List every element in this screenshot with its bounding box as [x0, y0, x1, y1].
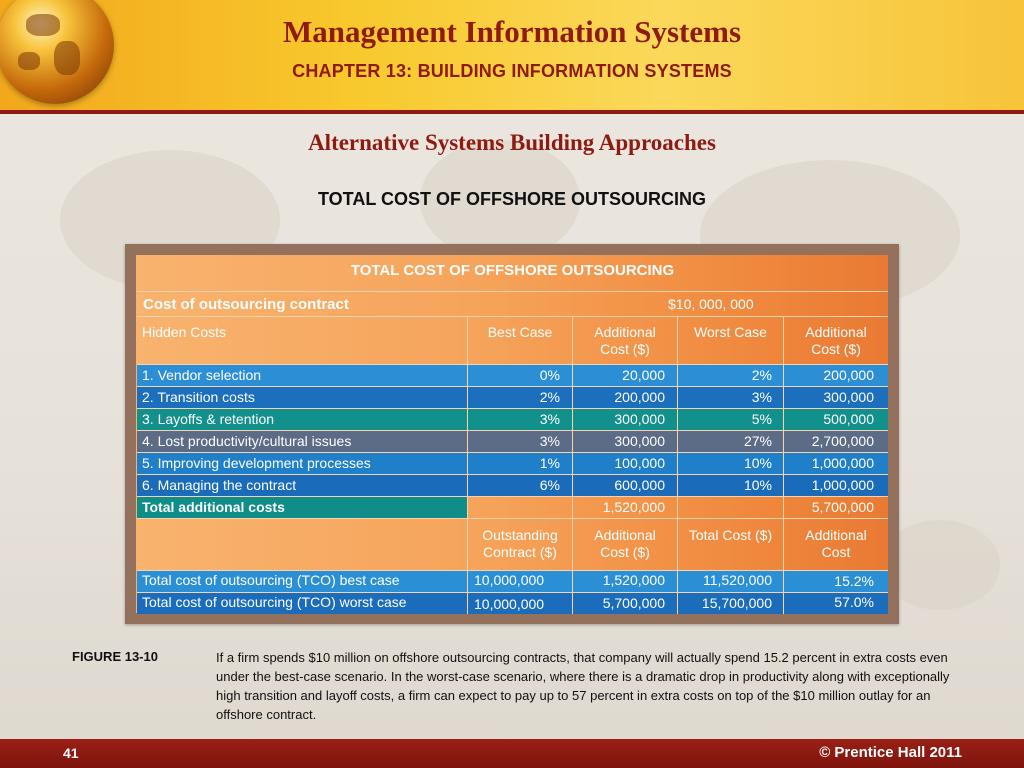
page-number: 41 — [63, 745, 79, 761]
row-label: 2. Transition costs — [142, 389, 255, 405]
table-rule — [137, 386, 888, 387]
row-worst: 5% — [751, 411, 772, 427]
row-worst: 10% — [743, 477, 772, 493]
tco-contract: 10,000,000 — [474, 596, 545, 612]
tco-additional: 5,700,000 — [602, 595, 665, 611]
table-rule — [137, 474, 888, 475]
tco-total: 11,520,000 — [702, 572, 772, 588]
row-best-cost: 600,000 — [614, 477, 665, 493]
contract-value: $10, 000, 000 — [668, 296, 754, 312]
total-worst-cost: 5,700,000 — [811, 499, 874, 515]
row-best-cost: 300,000 — [614, 433, 665, 449]
header-total-cost: Total Cost ($) — [688, 527, 773, 543]
tco-additional: 1,520,000 — [602, 572, 665, 588]
row-worst-cost: 300,000 — [823, 389, 874, 405]
contract-label: Cost of outsourcing contract — [143, 296, 349, 313]
row-label: 3. Layoffs & retention — [142, 411, 275, 427]
row-best-cost: 200,000 — [614, 389, 665, 405]
row-best-cost: 300,000 — [614, 411, 665, 427]
table-rule — [137, 408, 888, 409]
table-rule — [137, 518, 888, 519]
row-best: 6% — [539, 477, 560, 493]
row-best: 1% — [539, 455, 560, 471]
row-worst-cost: 200,000 — [823, 367, 874, 383]
table-rule — [137, 496, 888, 497]
copyright-notice: © Prentice Hall 2011 — [819, 744, 962, 761]
figure-label: FIGURE 13-10 — [72, 649, 158, 664]
total-best-cost: 1,520,000 — [602, 499, 665, 515]
main-title: Management Information Systems — [282, 14, 742, 49]
tco-contract: 10,000,000 — [474, 572, 545, 588]
row-worst-cost: 500,000 — [823, 411, 874, 427]
table-title: TOTAL COST OF OFFSHORE OUTSOURCING — [350, 262, 675, 279]
row-worst: 10% — [743, 455, 772, 471]
header-additional-cost: Additional Cost ($) — [594, 527, 656, 560]
header-divider — [0, 110, 1024, 114]
row-best-cost: 100,000 — [614, 455, 665, 471]
row-worst: 3% — [751, 389, 772, 405]
figure-heading: TOTAL COST OF OFFSHORE OUTSOURCING — [317, 189, 706, 209]
row-worst: 27% — [743, 433, 772, 449]
tco-label: Total cost of outsourcing (TCO) worst case — [142, 594, 407, 610]
table-rule — [137, 430, 888, 431]
row-label: 6. Managing the contract — [142, 477, 297, 493]
table-rule — [137, 364, 888, 365]
header-additional-cost: Additional Cost ($) — [805, 324, 867, 357]
chapter-title: CHAPTER 13: BUILDING INFORMATION SYSTEMS — [292, 61, 732, 81]
row-worst-cost: 1,000,000 — [811, 455, 874, 471]
header-worst-case: Worst Case — [694, 324, 767, 340]
table-rule — [137, 452, 888, 453]
row-best-cost: 20,000 — [622, 367, 665, 383]
header-outstanding-contract: Outstanding Contract ($) — [482, 527, 558, 560]
row-best: 2% — [539, 389, 560, 405]
table-rule — [137, 592, 888, 593]
row-label: 5. Improving development processes — [142, 455, 371, 471]
header-additional-cost: Additional Cost ($) — [594, 324, 656, 357]
row-best: 0% — [539, 367, 560, 383]
table-rule — [137, 291, 888, 292]
table-rule — [137, 570, 888, 571]
tco-pct: 15.2% — [834, 573, 874, 589]
table-rule — [137, 316, 888, 317]
figure-caption: If a firm spends $10 million on offshore outsourcing contracts, that company will actually spend 15.2 percent in extra costs even under the best-case scenario. In the worst-case scenario, where there is a dramatic drop in productivity along with exceptionally high transition and layoff costs, a firm can expect to pay up to 57 percent in extra costs on top of the $10 million outlay for an offshore contract. — [216, 650, 950, 722]
row-best: 3% — [539, 411, 560, 427]
section-title: Alternative Systems Building Approaches — [308, 130, 716, 155]
header-additional-cost-pct: Additional Cost — [805, 527, 867, 560]
tco-pct: 57.0% — [834, 594, 874, 610]
row-label: 4. Lost productivity/cultural issues — [142, 433, 352, 449]
tco-total: 15,700,000 — [701, 595, 772, 611]
header-hidden-costs: Hidden Costs — [142, 324, 227, 340]
row-worst-cost: 1,000,000 — [811, 477, 874, 493]
tco-label: Total cost of outsourcing (TCO) best case — [142, 572, 400, 588]
row-best: 3% — [539, 433, 560, 449]
row-label: 1. Vendor selection — [142, 367, 262, 383]
header-best-case: Best Case — [487, 324, 553, 340]
row-worst: 2% — [751, 367, 772, 383]
total-label: Total additional costs — [142, 499, 285, 515]
row-worst-cost: 2,700,000 — [811, 433, 874, 449]
